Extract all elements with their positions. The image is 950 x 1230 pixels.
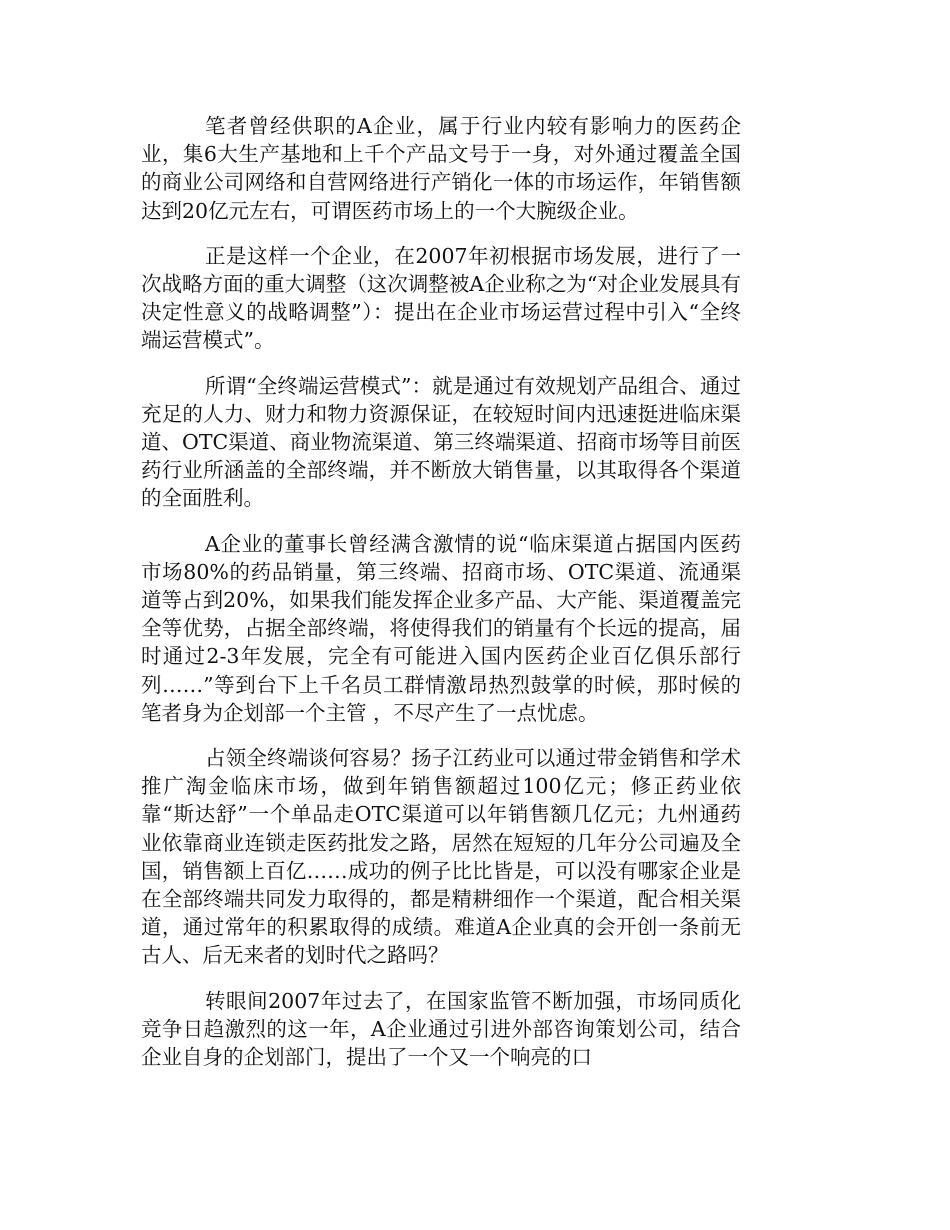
paragraph-model-definition: 所谓“全终端运营模式”：就是通过有效规划产品组合、通过充足的人力、财力和物力资源保证，在较短时间内迅速挺进临床渠道、OTC渠道、商业物流渠道、第三终端渠道、招商市场等目前医药行业所涵盖的全部终端，并不断放大销售量，以其取得各个渠道的全面胜利。 bbox=[141, 373, 741, 511]
paragraph-strategy-adjustment: 正是这样一个企业，在2007年初根据市场发展，进行了一次战略方面的重大调整（这次调整被A企业称之为“对企业发展具有决定性意义的战略调整”）：提出在企业市场运营过程中引入“全终端运营模式”。 bbox=[141, 243, 741, 353]
document-page bbox=[141, 112, 741, 1088]
paragraph-chairman-speech: A企业的董事长曾经满含激情的说“临床渠道占据国内医药市场80%的药品销量，第三终端、招商市场、OTC渠道、流通渠道等占到20%，如果我们能发挥企业多产品、大产能、渠道覆盖完全等优势，占据全部终端，将使得我们的销量有个长远的提高，届时通过2-3年发展，完全有可能进入国内医药企业百亿俱乐部行列……”等到台下上千名员工群情激昂热烈鼓掌的时候，那时候的笔者身为企划部一个主管 ，不尽产生了一点忧虑。 bbox=[141, 531, 741, 725]
paragraph-year-review: 转眼间2007年过去了，在国家监管不断加强，市场同质化竞争日趋激烈的这一年，A企业通过引进外部咨询策划公司，结合企业自身的企划部门，提出了一个又一个响亮的口 bbox=[141, 988, 741, 1070]
paragraph-company-intro: 笔者曾经供职的A企业，属于行业内较有影响力的医药企业，集6大生产基地和上千个产品文号于一身，对外通过覆盖全国的商业公司网络和自营网络进行产销化一体的市场运作，年销售额达到20亿元左右，可谓医药市场上的一个大腕级企业。 bbox=[141, 114, 741, 223]
paragraph-industry-examples: 占领全终端谈何容易？扬子江药业可以通过带金销售和学术推广淘金临床市场，做到年销售额超过100亿元；修正药业依靠“斯达舒”一个单品走OTC渠道可以年销售额几亿元；九州通药业依靠商业连锁走医药批发之路，居然在短短的几年分公司遍及全国，销售额上百亿……成功的例子比比皆是，可以没有哪家企业是在全部终端共同发力取得的，都是精耕细作一个渠道，配合相关渠道，通过常年的积累取得的成绩。难道A企业真的会开创一条前无古人、后无来者的划时代之路吗？ bbox=[141, 746, 741, 968]
